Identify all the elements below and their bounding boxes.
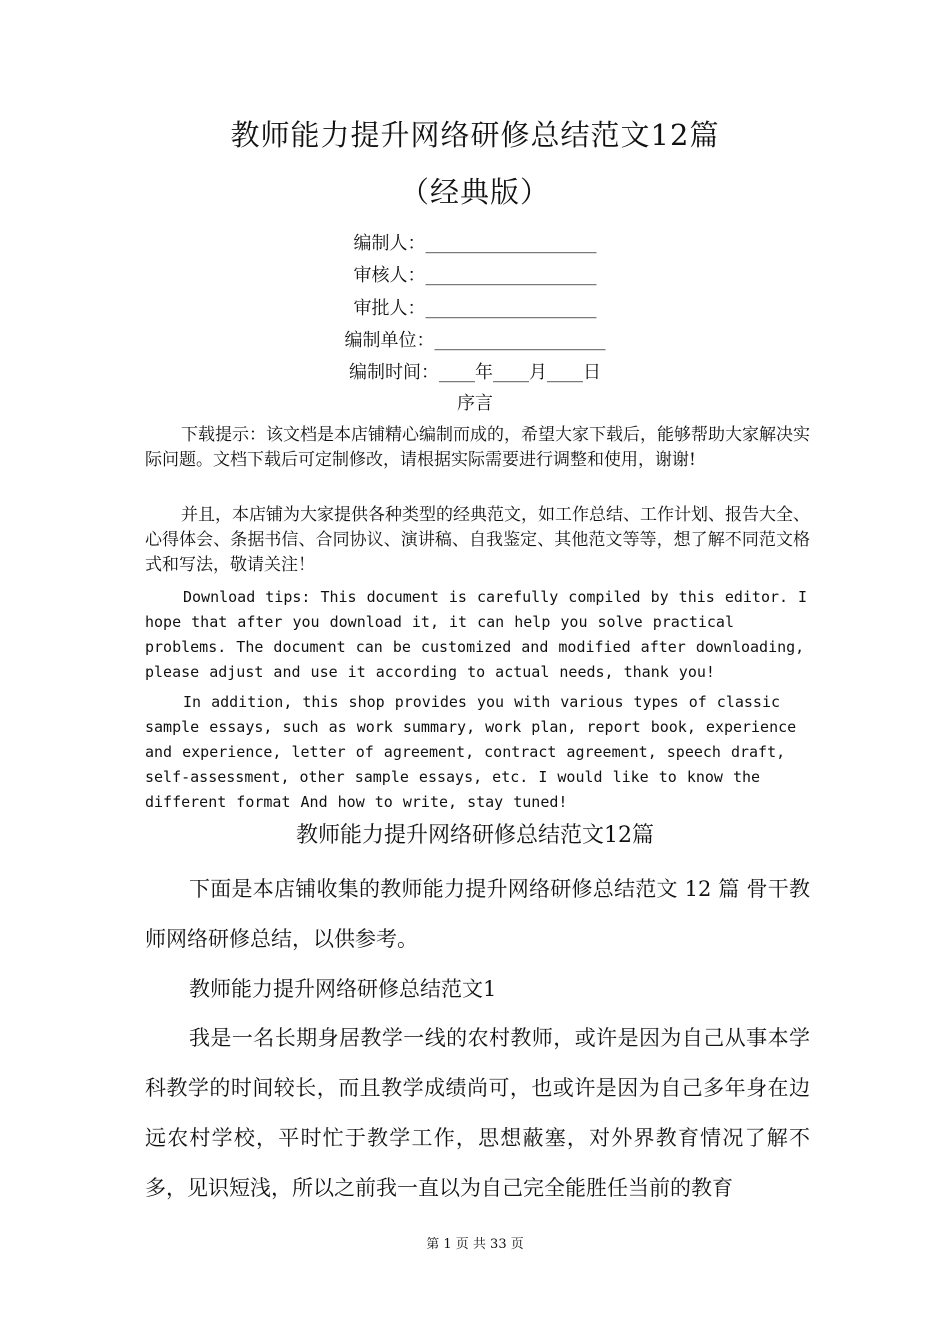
preface-heading: 序言 <box>457 393 493 414</box>
preface-paragraph-en: Download tips: This document is carefully compiled by this editor. I hope that after you download it, it can help you solve practical problems. The document can be customized and modified after downloading, please adjust and use it according to actual needs, thank you! <box>145 588 808 681</box>
article-body: 我是一名长期身居教学一线的农村教师，或许是因为自己从事本学科教学的时间较长，而且教学成绩尚可，也或许是因为自己多年身在边远农村学校，平时忙于教学工作，思想蔽塞，对外界教育情况了解不多，见识短浅，所以之前我一直以为自己完全能胜任当前的教育 <box>145 1026 810 1200</box>
meta-reviewer-blank: ___________________ <box>425 265 597 286</box>
meta-editor-blank: ___________________ <box>425 233 597 254</box>
section-title: 教师能力提升网络研修总结范文12篇 <box>296 823 654 848</box>
meta-reviewer <box>0 261 950 287</box>
meta-time-value: ____年____月____日 <box>439 362 601 383</box>
meta-editor <box>0 229 950 255</box>
meta-reviewer-label: 审核人： <box>353 265 426 286</box>
meta-unit-label: 编制单位： <box>344 330 435 351</box>
document-edition: （经典版） <box>399 175 550 209</box>
meta-approver-blank: ___________________ <box>425 298 597 319</box>
preface-paragraph: 并且，本店铺为大家提供各种类型的经典范文，如工作总结、工作计划、报告大全、心得体会、条据书信、合同协议、演讲稿、自我鉴定、其他范文等等，想了解不同范文格式和写法，敬请关注！ <box>145 505 810 575</box>
intro-paragraph: 下面是本店铺收集的教师能力提升网络研修总结范文 12 篇 骨干教师网络研修总结，以供参考。 <box>145 877 810 951</box>
meta-unit-blank: ___________________ <box>434 330 606 351</box>
preface-paragraph: 下载提示：该文档是本店铺精心编制而成的，希望大家下载后，能够帮助大家解决实际问题。文档下载后可定制修改，请根据实际需要进行调整和使用，谢谢! <box>145 425 810 470</box>
meta-approver <box>0 294 950 320</box>
meta-time <box>0 358 950 384</box>
meta-approver-label: 审批人： <box>353 298 426 319</box>
document-title: 教师能力提升网络研修总结范文12篇 <box>230 118 720 152</box>
page-footer: 第 1 页 共 33 页 <box>426 1237 524 1252</box>
article-heading: 教师能力提升网络研修总结范文1 <box>189 977 497 1001</box>
meta-editor-label: 编制人： <box>353 233 426 254</box>
preface-paragraph-en: In addition, this shop provides you with various types of classic sample essays, such as work summary, work plan, report book, experience and experience, letter of agreement, contract agreement, speech draft, self-assessment, other sample essays, etc. I would like to know the different format And how to write, stay tuned! <box>145 693 797 811</box>
meta-time-label: 编制时间： <box>349 362 439 383</box>
meta-unit <box>0 326 950 352</box>
